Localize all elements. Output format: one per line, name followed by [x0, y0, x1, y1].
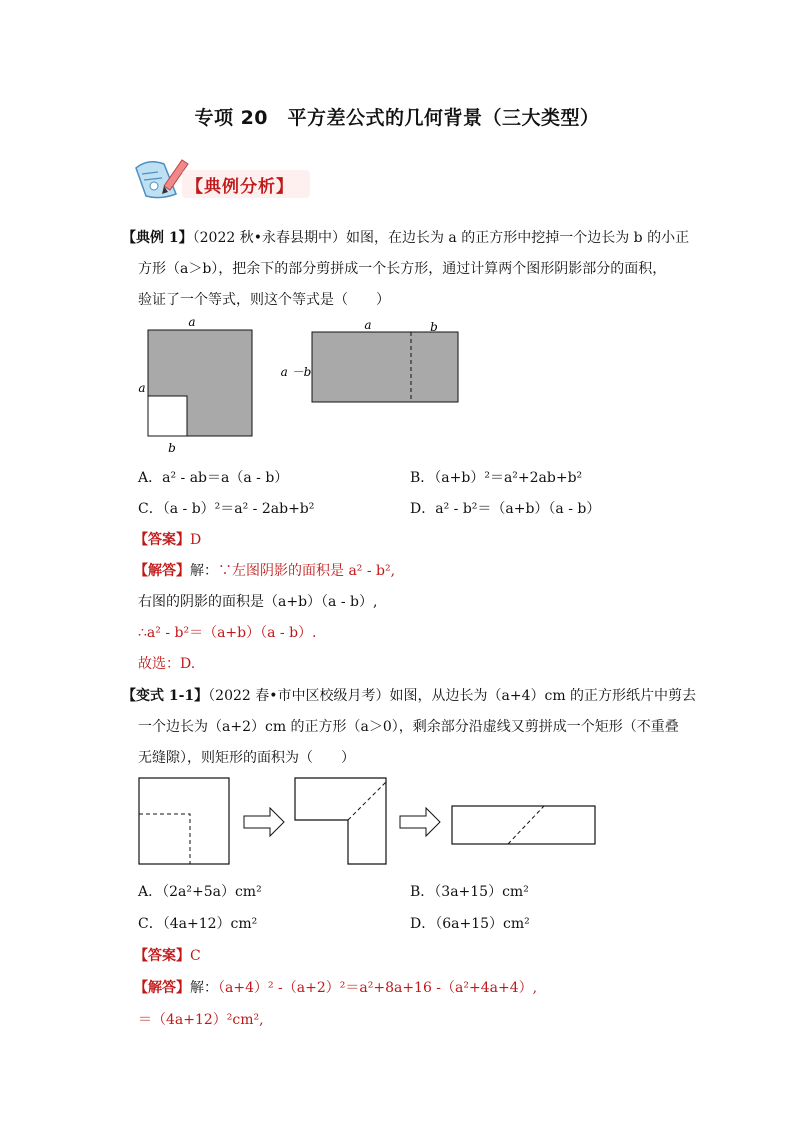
- variant1-option-d: D．（6a+15）cm²: [410, 916, 530, 932]
- square-paper-figure: [139, 778, 229, 864]
- example1-solution-line3: ∴a² - b²＝（a+b）（a - b）.: [138, 625, 317, 641]
- left-top-label: a: [188, 315, 196, 329]
- example1-tag: 【典例 1】: [122, 230, 193, 246]
- example1-line1: 【典例 1】（2022 秋•永春县期中）如图，在边长为 a 的正方形中挖掉一个边长为 b 的小正: [122, 230, 690, 246]
- example1-solution-line1: 【解答】解：∵左图阴影的面积是 a² - b²,: [134, 563, 396, 579]
- l-shape-figure: [295, 778, 386, 864]
- example1-figure: [130, 314, 470, 464]
- arrow-right-icon: [244, 808, 284, 836]
- example1-option-c: C．（a - b）²＝a² - 2ab+b²: [138, 501, 315, 517]
- variant1-line3: 无缝隙），则矩形的面积为（ ）: [138, 750, 355, 766]
- variant1-option-b: B．（3a+15）cm²: [410, 884, 529, 900]
- page-title: 专项 20 平方差公式的几何背景（三大类型）: [194, 107, 600, 129]
- right-top-b-label: b: [430, 320, 438, 334]
- example1-solution-line2: 右图的阴影的面积是（a+b）（a - b）,: [138, 594, 378, 610]
- example1-option-d: D．a² - b²＝（a+b）（a - b）: [410, 501, 601, 517]
- example1-option-b: B．（a+b）²＝a²+2ab+b²: [410, 470, 583, 486]
- arrow-right-icon: [400, 808, 440, 836]
- variant1-answer: 【答案】C: [134, 948, 201, 964]
- right-top-a-label: a: [364, 318, 372, 332]
- long-rectangle-figure: [452, 806, 595, 844]
- section-label: 【典例分析】: [186, 177, 294, 197]
- variant1-option-c: C．（4a+12）cm²: [138, 916, 258, 932]
- variant1-tag: 【变式 1-1】: [122, 688, 209, 704]
- variant1-solution-line1: 【解答】解：（a+4）² -（a+2）²＝a²+8a+16 -（a²+4a+4）,: [134, 980, 538, 996]
- variant1-solution-line2: ＝（4a+12）²cm²,: [138, 1012, 264, 1028]
- example1-solution-line4: 故选：D.: [138, 656, 196, 672]
- variant1-figure: [130, 772, 610, 872]
- variant1-line1: 【变式 1-1】（2022 春•市中区校级月考）如图，从边长为（a+4）cm 的正方形纸片中剪去: [122, 688, 697, 704]
- left-bottom-label: b: [168, 441, 176, 455]
- example1-line3: 验证了一个等式，则这个等式是（ ）: [138, 292, 390, 308]
- pencil-paper-icon: [136, 160, 188, 198]
- example1-answer: 【答案】D: [134, 532, 202, 548]
- variant1-line2: 一个边长为（a+2）cm 的正方形（a＞0），剩余部分沿虚线又剪拼成一个矩形（不重叠: [138, 719, 679, 735]
- right-side-label: a －b: [280, 365, 312, 379]
- rectangle-figure: [281, 318, 458, 402]
- example1-option-a: A．a² - ab＝a（a - b）: [138, 470, 289, 486]
- left-side-label: a: [138, 381, 146, 395]
- example1-line2: 方形（a＞b），把余下的部分剪拼成一个长方形，通过计算两个图形阴影部分的面积，: [138, 261, 667, 277]
- variant1-option-a: A．（2a²+5a）cm²: [138, 884, 262, 900]
- square-with-cutout-figure: [138, 315, 252, 455]
